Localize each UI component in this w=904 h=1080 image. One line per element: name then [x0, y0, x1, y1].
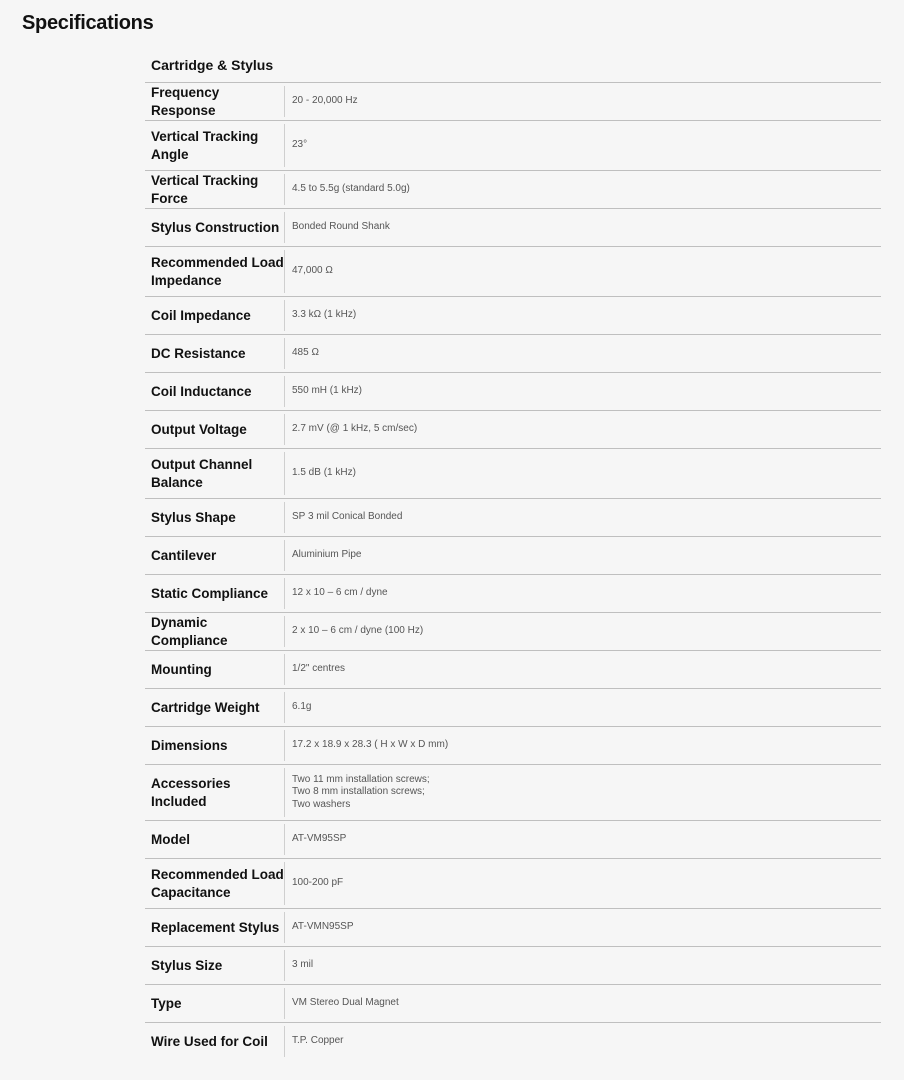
table-row	[145, 651, 881, 689]
spec-value: 100-200 pF	[292, 877, 344, 889]
table-row	[145, 985, 881, 1023]
spec-value: Aluminium Pipe	[292, 549, 362, 561]
table-row	[145, 247, 881, 297]
spec-label: Wire Used for Coil	[145, 1026, 285, 1057]
spec-label: Vertical Tracking Angle	[145, 124, 285, 167]
table-row	[145, 499, 881, 537]
spec-table	[145, 48, 881, 1060]
spec-value: T.P. Copper	[292, 1035, 344, 1047]
spec-label: Stylus Size	[145, 950, 285, 981]
spec-value: 4.5 to 5.5g (standard 5.0g)	[292, 183, 410, 195]
table-row	[145, 947, 881, 985]
table-row	[145, 83, 881, 121]
table-row	[145, 297, 881, 335]
spec-value: SP 3 mil Conical Bonded	[292, 511, 403, 523]
spec-value: 1.5 dB (1 kHz)	[292, 467, 356, 479]
table-row	[145, 449, 881, 499]
spec-label: Accessories Included	[145, 768, 285, 817]
spec-value: 3 mil	[292, 959, 314, 971]
spec-value: 3.3 kΩ (1 kHz)	[292, 309, 357, 321]
section-heading: Cartridge & Stylus	[145, 48, 881, 83]
page-title: Specifications	[22, 12, 154, 34]
spec-label: Replacement Stylus	[145, 912, 285, 943]
spec-label: Coil Inductance	[145, 376, 285, 407]
spec-value: 1/2" centres	[292, 663, 346, 675]
spec-value: 2 x 10 – 6 cm / dyne (100 Hz)	[292, 625, 424, 637]
spec-value: 550 mH (1 kHz)	[292, 385, 363, 397]
spec-value: 2.7 mV (@ 1 kHz, 5 cm/sec)	[292, 423, 418, 435]
table-row	[145, 821, 881, 859]
table-row	[145, 765, 881, 821]
spec-value: Two 11 mm installation screws; Two 8 mm installation screws; Two washers	[292, 773, 430, 810]
table-row	[145, 209, 881, 247]
table-row	[145, 373, 881, 411]
spec-label: Stylus Construction	[145, 212, 285, 243]
spec-value: 17.2 x 18.9 x 28.3 ( H x W x D mm)	[292, 739, 449, 751]
spec-label: Model	[145, 824, 285, 855]
table-row	[145, 689, 881, 727]
spec-label: Recommended Load Impedance	[145, 250, 285, 293]
spec-label: DC Resistance	[145, 338, 285, 369]
spec-label: Static Compliance	[145, 578, 285, 609]
spec-label: Stylus Shape	[145, 502, 285, 533]
spec-label: Cartridge Weight	[145, 692, 285, 723]
spec-label: Vertical Tracking Force	[145, 174, 285, 205]
spec-label: Cantilever	[145, 540, 285, 571]
spec-value: VM Stereo Dual Magnet	[292, 997, 399, 1009]
spec-value: 12 x 10 – 6 cm / dyne	[292, 587, 388, 599]
spec-label: Dimensions	[145, 730, 285, 761]
table-row	[145, 727, 881, 765]
spec-value: AT-VM95SP	[292, 833, 347, 845]
table-row	[145, 411, 881, 449]
spec-label: Dynamic Compliance	[145, 616, 285, 647]
table-row	[145, 335, 881, 373]
spec-value: 6.1g	[292, 701, 312, 713]
table-row	[145, 537, 881, 575]
table-row	[145, 575, 881, 613]
spec-value: Bonded Round Shank	[292, 221, 390, 233]
table-row	[145, 909, 881, 947]
spec-label: Output Channel Balance	[145, 452, 285, 495]
spec-label: Frequency Response	[145, 86, 285, 117]
table-row	[145, 121, 881, 171]
spec-label: Mounting	[145, 654, 285, 685]
spec-label: Type	[145, 988, 285, 1019]
spec-label: Recommended Load Capacitance	[145, 862, 285, 905]
spec-value: 485 Ω	[292, 347, 319, 359]
table-row	[145, 859, 881, 909]
spec-label: Coil Impedance	[145, 300, 285, 331]
table-row	[145, 171, 881, 209]
spec-label: Output Voltage	[145, 414, 285, 445]
spec-value: 47,000 Ω	[292, 265, 333, 277]
spec-value: AT-VMN95SP	[292, 921, 354, 933]
spec-value: 23°	[292, 139, 308, 151]
table-row	[145, 613, 881, 651]
table-row	[145, 1023, 881, 1060]
spec-value: 20 - 20,000 Hz	[292, 95, 358, 107]
